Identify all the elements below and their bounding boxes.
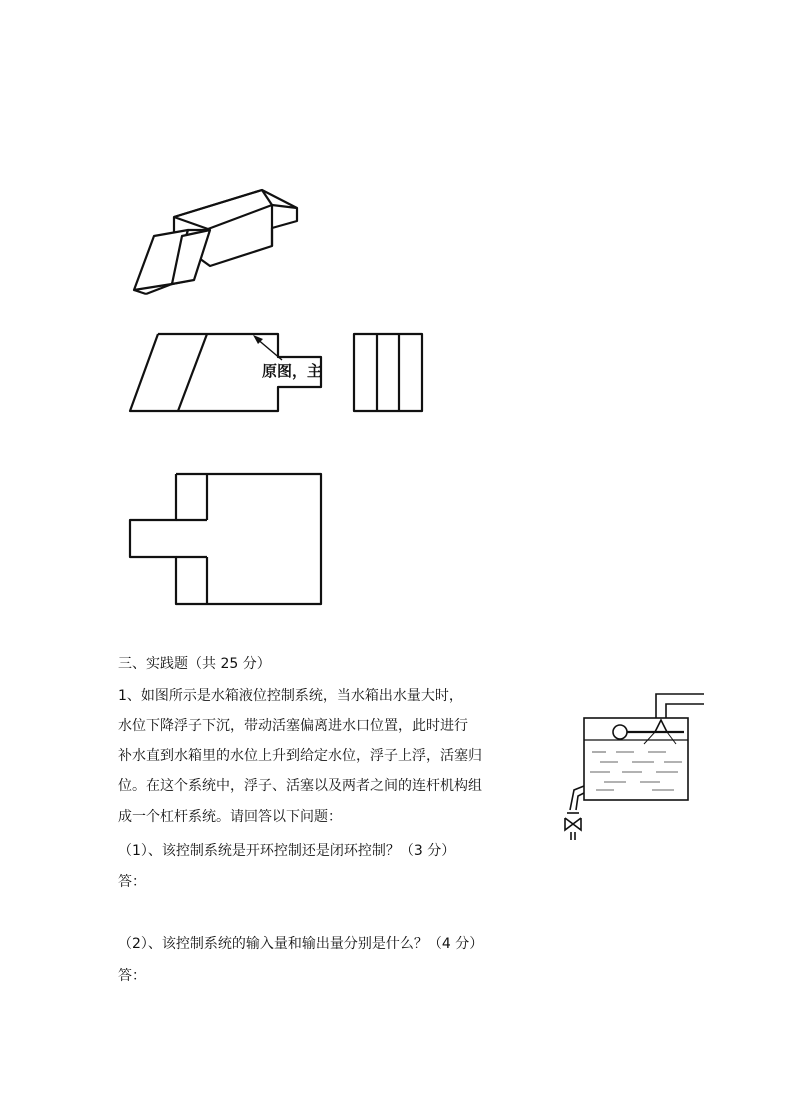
answer-label-2: 答： [118, 968, 146, 984]
piston [655, 720, 667, 732]
sub-question-2: （2）、该控制系统的输入量和输出量分别是什么？（4 分） [118, 936, 484, 952]
water-tank-diagram [556, 690, 716, 840]
figure-annotation: 原图，主 [262, 362, 323, 380]
answer-label-1: 答： [118, 874, 146, 890]
sub-question-1: （1）、该控制系统是开环控制还是闭环控制？（3 分） [118, 843, 456, 859]
question1-line-2: 水位下降浮子下沉，带动活塞偏离进水口位置，此时进行 [118, 718, 468, 734]
question1-line-3: 补水直到水箱里的水位上升到给定水位，浮子上浮，活塞归 [118, 748, 482, 764]
question1-line-5: 成一个杠杆系统。请回答以下问题： [118, 809, 342, 825]
question1-line-1: 1、如图所示是水箱液位控制系统，当水箱出水量大时， [118, 688, 463, 704]
float-ball [613, 725, 627, 739]
isometric-part-sketch [134, 190, 297, 294]
question1-line-4: 位。在这个系统中，浮子、活塞以及两者之间的连杆机构组 [118, 778, 482, 794]
section-heading: 三、实践题（共 25 分） [118, 656, 271, 672]
side-view [354, 334, 422, 411]
top-view [130, 474, 321, 604]
